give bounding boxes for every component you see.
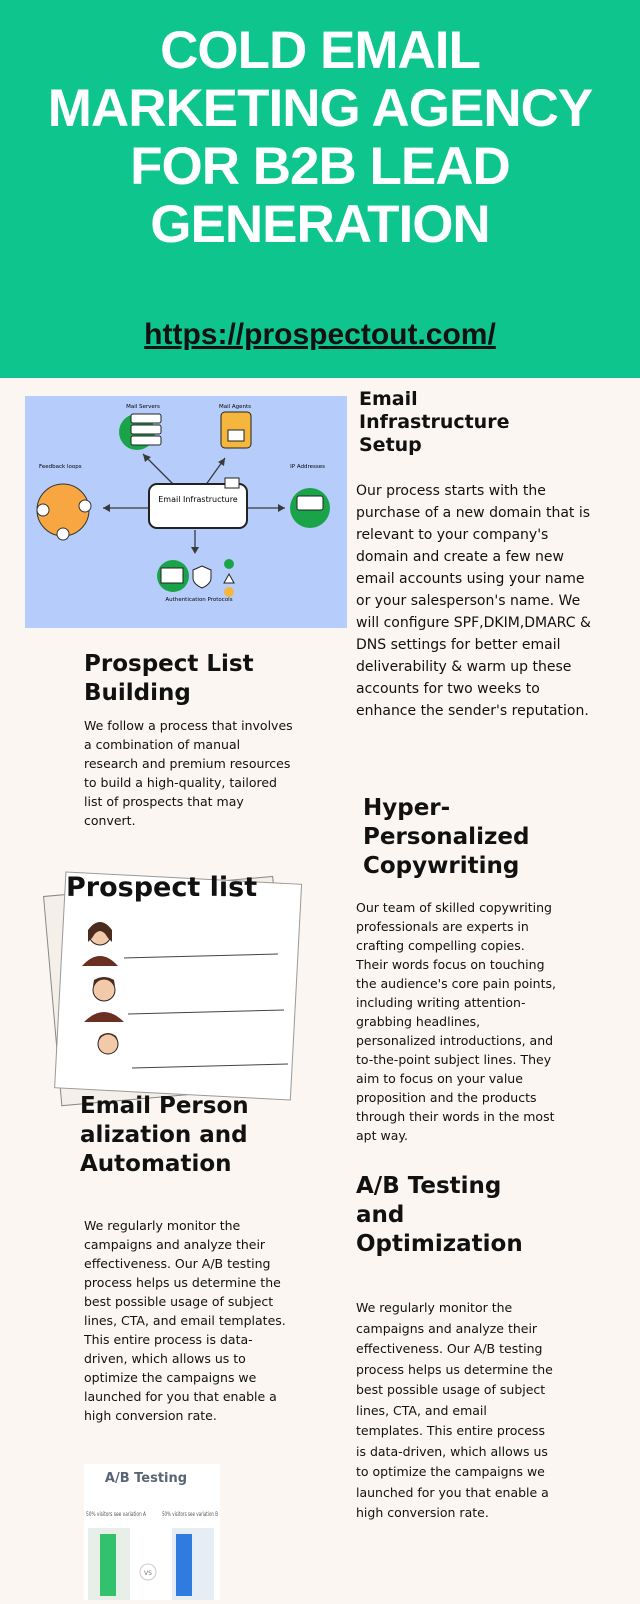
email-infrastructure-diagram (25, 396, 347, 628)
personalization-title: Email Personalization and Automation (80, 1093, 249, 1177)
prospect-list-heading: Prospect list (66, 872, 258, 903)
abtesting-title: A/B Testing and Optimization (356, 1173, 523, 1257)
diagram-center-label: Email Infrastructure (158, 495, 238, 504)
feedback-loops-label: Feedback loops (39, 464, 82, 470)
infrastructure-illustration (25, 396, 347, 628)
infrastructure-title: Email Infrastructure Setup (359, 388, 510, 456)
ab-testing-graphic (84, 1464, 220, 1600)
variation-b-bar (176, 1534, 192, 1596)
prospect-list-illustration (48, 868, 308, 1104)
abtesting-body: We regularly monitor the campaigns and analyze their effectiveness. Our A/B testing process helps us determine the best possible usage of subject lines, CTA, and email templates. This entire process is data-driven, which allows us to optimize the campaigns we launched for you that enable a high conversion rate. (356, 1300, 553, 1520)
mail-servers-label: Mail Servers (126, 404, 160, 410)
prospect-body: We follow a process that involves a combination of manual research and premium resources to build a high-quality, tailored list of prospects that may convert. (84, 718, 293, 828)
ab-testing-illustration (84, 1464, 220, 1600)
authentication-label: Authentication Protocols (165, 597, 233, 603)
copywriting-body: Our team of skilled copywriting professionals are experts in crafting compelling copies. Their words focus on touching the audience's core pain points, including writing attention-grabbing headlines, personalized introductions, and to-the-point subject lines. They aim to focus on your value proposition and the products through their words in the most apt way. (356, 900, 556, 1143)
ab-image-title: A/B Testing (104, 1471, 188, 1486)
vs-label: VS (144, 1570, 152, 1577)
copywriting-title: Hyper-Personalized Copywriting (363, 795, 530, 879)
prospect-title: Prospect List Building (84, 651, 254, 706)
website-link[interactable]: https://prospectout.com/ (144, 318, 496, 351)
mail-agents-label: Mail Agents (218, 404, 252, 410)
ip-addresses-label: IP Addresses (290, 464, 325, 470)
hero-banner (0, 0, 640, 378)
page-title: COLD EMAIL MARKETING AGENCY FOR B2B LEAD GENERATION (47, 21, 593, 254)
avatar-icon (98, 1033, 118, 1054)
variation-a-bar (100, 1534, 116, 1596)
personalization-body: We regularly monitor the campaigns and analyze their effectiveness. Our A/B testing process helps us determine the best possible usage of subject lines, CTA, and email templates. This entire process is data-driven, which allows us to optimize the campaigns we launched for you that enable a high conversion rate. (84, 1218, 286, 1423)
prospect-list-card (48, 868, 308, 1104)
variation-b-caption: 50% visitors see variation B (162, 1511, 218, 1518)
variation-a-caption: 50% visitors see variation A (86, 1511, 147, 1518)
infrastructure-body: Our process starts with the purchase of a new domain that is relevant to your company's domain and create a few new email accounts using your name or your salesperson's name. We will configure SPF,DKIM,DMARC & DNS settings for better email deliverability & warm up these accounts for two weeks to enhance the sender's reputation. (356, 483, 591, 719)
